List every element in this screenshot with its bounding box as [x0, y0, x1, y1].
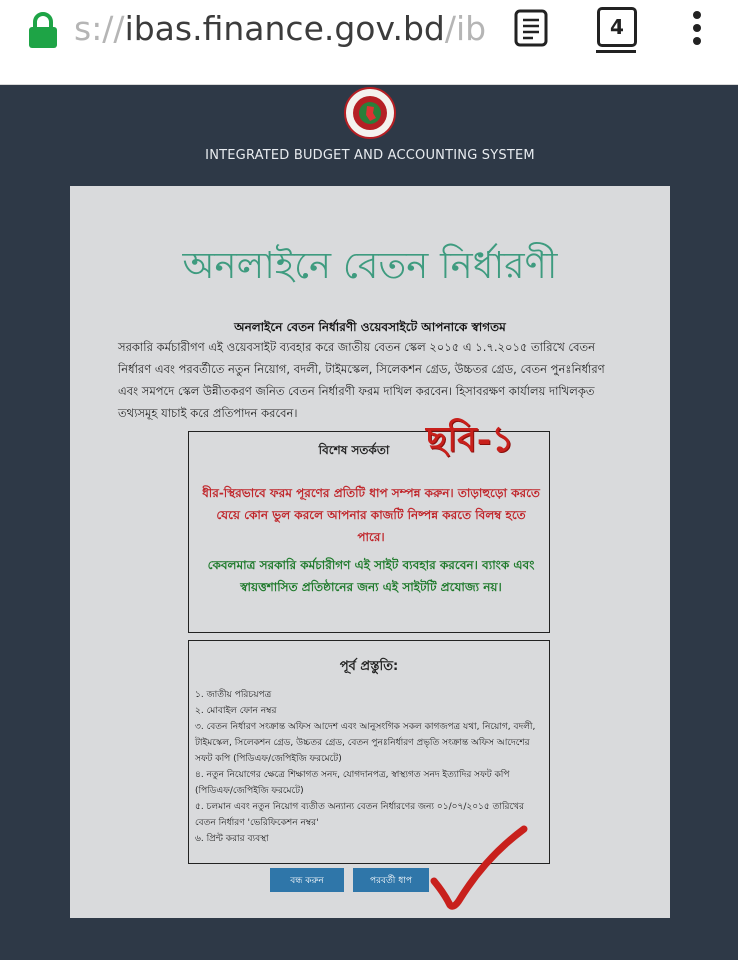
tab-switcher-button[interactable]: 4	[597, 7, 637, 47]
warning-title: বিশেষ সতর্কতা	[318, 443, 390, 457]
government-emblem-icon	[343, 86, 397, 140]
warning-red-text: ধীর-স্থিরভাবে ফরম পূরণের প্রতিটি ধাপ সম্পন্ন করুন। তাড়াহুড়ো করতে যেয়ে কোন ভুল করলে আপনার কাজটি নিষ্পন্ন করতে বিলম্ব হতে পারে।	[202, 486, 540, 544]
list-item: ৪. নতুন নিয়োগের ক্ষেত্রে শিক্ষাগত সনদ, যোগদানপত্র, স্বাস্থ্যগত সনদ ইত্যাদির সফট কপি (পিডিএফ/জেপিইজি ফরমেটে)	[195, 770, 510, 796]
system-title: INTEGRATED BUDGET AND ACCOUNTING SYSTEM	[205, 148, 535, 163]
url-path: /ib	[444, 9, 486, 48]
annotation-stamp: ছবি-১	[426, 419, 514, 460]
page-title: অনলাইনে বেতন নির্ধারণী	[182, 244, 558, 287]
close-button[interactable]: বন্ধ করুন	[270, 868, 344, 892]
next-step-button[interactable]: পরবর্তী ধাপ	[353, 868, 429, 892]
list-item: ৩. বেতন নির্ধারণ সংক্রান্ত অফিস আদেশ এবং আনুসংগিক সকল কাগজপত্র যথা, নিয়োগ, বদলী, টাইমস্কেল, সিলেকশন গ্রেড, উচ্চতর গ্রেড, বেতন পুনঃনির্ধারণ প্রভৃতি সংক্রান্ত অফিস আদেশের সফট কপি (পিডিএফ/জেপিইজি ফরমেটে)	[195, 722, 536, 764]
list-item: ২. মোবাইল ফোন নম্বর	[195, 706, 277, 716]
welcome-title: অনলাইনে বেতন নির্ধারণী ওয়েবসাইটে আপনাকে স্বাগতম	[234, 320, 506, 334]
list-item: ১. জাতীয় পরিচয়পত্র	[195, 690, 272, 700]
list-item: ৫. চলমান এবং নতুন নিয়োগ ব্যতীত অন্যান্য বেতন নির্ধারণের জন্য ০১/০৭/২০১৫ তারিখের বেতন নির্ধারণ 'ভেরিফিকেশন নম্বর'	[195, 802, 524, 828]
address-bar[interactable]	[74, 9, 486, 49]
warning-green-text: কেবলমাত্র সরকারি কর্মচারীগণ এই সাইট ব্যবহার করবেন। ব্যাংক এবং স্বায়ত্তশাসিত প্রতিষ্ঠানের জন্য এই সাইটটি প্রযোজ্য নয়।	[207, 558, 535, 594]
main-panel	[70, 186, 670, 918]
list-item: ৬. প্রিন্ট করার ব্যবস্থা	[195, 834, 269, 844]
url-scheme: s://	[74, 9, 125, 48]
lock-icon	[26, 12, 60, 48]
more-options-icon[interactable]	[690, 8, 704, 48]
checkmark-annotation-icon	[430, 823, 528, 913]
url-host: ibas.finance.gov.bd	[124, 9, 445, 48]
browser-toolbar	[0, 0, 738, 85]
prerequisites-title: পূর্ব প্রস্তুতি:	[339, 659, 399, 674]
reader-mode-icon[interactable]	[513, 8, 549, 48]
intro-paragraph: সরকারি কর্মচারীগণ এই ওয়েবসাইট ব্যবহার করে জাতীয় বেতন স্কেল ২০১৫ এ ১.৭.২০১৫ তারিখে বেতন নির্ধারণ এবং পরবর্তীতে নতুন নিয়োগ, বদলী, টাইমস্কেল, সিলেকশন গ্রেড, উচ্চতর গ্রেড, বেতন পুনঃনির্ধারণ এবং সমপদে স্কেল উন্নীতকরণ জনিত বেতন নির্ধারণী ফরম দাখিল করবেন। হিসাবরক্ষণ কার্যালয় দাখিলকৃত তথ্যসমূহ যাচাই করে প্রতিপাদন করবেন।	[118, 340, 605, 420]
